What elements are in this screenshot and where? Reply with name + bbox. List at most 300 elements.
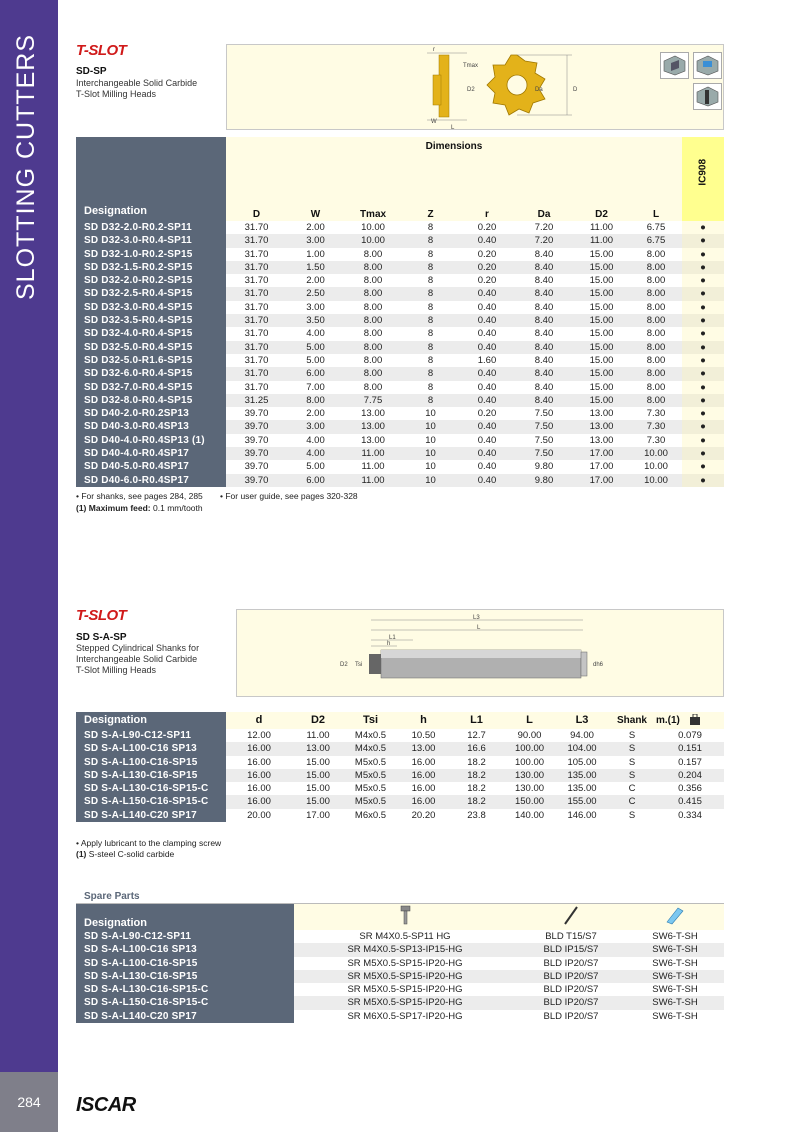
value-cell: 18.2: [450, 769, 503, 782]
value-cell: 1.60: [459, 354, 515, 367]
table-row: [76, 795, 724, 808]
value-cell: 0.40: [459, 460, 515, 473]
value-cell: SW6-T-SH: [626, 943, 724, 956]
value-cell: 17.00: [573, 460, 630, 473]
value-cell: 0.40: [459, 447, 515, 460]
designation-cell: SD D32-3.5-R0.4-SP15: [76, 314, 226, 327]
value-cell: 6.00: [287, 367, 344, 380]
value-cell: 10: [402, 447, 459, 460]
section-title: SLOTTING CUTTERS: [12, 33, 40, 300]
table-row: [76, 354, 724, 367]
brand-logo: ISCAR: [76, 1094, 136, 1116]
value-cell: 31.70: [226, 221, 287, 234]
value-cell: 16.00: [226, 795, 292, 808]
value-cell: BLD IP20/S7: [516, 983, 626, 996]
value-cell: 8.40: [515, 341, 573, 354]
value-cell: 15.00: [292, 795, 344, 808]
designation-cell: SD S-A-L130-C16-SP15: [76, 769, 226, 782]
value-cell: 31.25: [226, 394, 287, 407]
tslot-logo: T-SLOT: [76, 42, 127, 59]
value-cell: 3.00: [287, 234, 344, 247]
value-cell: 15.00: [292, 782, 344, 795]
value-cell: SR M5X0.5-SP15-IP20-HG: [294, 957, 516, 970]
designation-cell: SD D32-5.0-R1.6-SP15: [76, 354, 226, 367]
grade-availability-cell: ●: [682, 314, 724, 327]
designation-cell: SD D40-3.0-R0.4SP13: [76, 420, 226, 433]
designation-cell: SD S-A-L140-C20 SP17: [76, 1010, 294, 1023]
value-cell: 10.50: [397, 729, 450, 742]
application-icon-slot: [660, 52, 689, 79]
designation-cell: SD S-A-L90-C12-SP11: [76, 930, 294, 943]
value-cell: 31.70: [226, 301, 287, 314]
value-cell: 0.415: [656, 795, 724, 808]
value-cell: M4x0.5: [344, 729, 397, 742]
value-cell: 10: [402, 474, 459, 487]
table-row: [76, 274, 724, 287]
value-cell: 16.00: [397, 769, 450, 782]
value-cell: 39.70: [226, 447, 287, 460]
value-cell: 7.30: [630, 407, 682, 420]
col-d: d: [226, 712, 292, 729]
value-cell: 15.00: [573, 327, 630, 340]
screwdriver-blade-icon: [562, 905, 580, 925]
value-cell: 8.40: [515, 394, 573, 407]
label-da: Da: [535, 87, 543, 93]
value-cell: SR M5X0.5-SP15-IP20-HG: [294, 970, 516, 983]
value-cell: 1.00: [287, 248, 344, 261]
value-cell: 135.00: [556, 782, 608, 795]
label-d: dh6: [593, 662, 604, 668]
value-cell: 8.00: [344, 274, 402, 287]
value-cell: 0.40: [459, 394, 515, 407]
value-cell: 39.70: [226, 420, 287, 433]
value-cell: 11.00: [573, 221, 630, 234]
dimensions-group-header: Dimensions: [226, 137, 682, 157]
col-designation: Designation: [76, 712, 226, 729]
tslot-logo: T-SLOT: [76, 607, 127, 624]
table-row: [76, 943, 724, 956]
value-cell: 5.00: [287, 460, 344, 473]
value-cell: 15.00: [573, 394, 630, 407]
value-cell: 15.00: [573, 261, 630, 274]
label-d2: D2: [467, 87, 475, 93]
value-cell: 10.00: [630, 447, 682, 460]
value-cell: 16.00: [397, 795, 450, 808]
product-description: [76, 643, 199, 676]
value-cell: 16.00: [226, 782, 292, 795]
col-d2: D2: [573, 157, 630, 221]
designation-cell: SD S-A-L100-C16 SP13: [76, 742, 226, 755]
footnote-mark: (1): [76, 503, 87, 513]
value-cell: 5.00: [287, 341, 344, 354]
value-cell: 8.00: [630, 381, 682, 394]
value-cell: 8.40: [515, 248, 573, 261]
note-user-guide: • For user guide, see pages 320-328: [220, 491, 358, 501]
col-shank: Shank: [608, 712, 656, 729]
value-cell: 31.70: [226, 234, 287, 247]
grade-availability-cell: ●: [682, 354, 724, 367]
tslot-milling-icon: [694, 53, 721, 78]
grade-availability-cell: ●: [682, 301, 724, 314]
value-cell: 4.00: [287, 434, 344, 447]
description-line: Stepped Cylindrical Shanks for: [76, 643, 200, 653]
designation-cell: SD D32-2.5-R0.4-SP15: [76, 287, 226, 300]
page-number: 284: [0, 1072, 58, 1132]
table-row: [76, 996, 724, 1009]
value-cell: M4x0.5: [344, 742, 397, 755]
value-cell: SR M6X0.5-SP17-IP20-HG: [294, 1010, 516, 1023]
value-cell: M5x0.5: [344, 782, 397, 795]
shank-diagram: [237, 610, 723, 696]
value-cell: 15.00: [573, 274, 630, 287]
value-cell: 8.00: [630, 248, 682, 261]
value-cell: 7.50: [515, 434, 573, 447]
value-cell: 8.00: [630, 314, 682, 327]
value-cell: 16.00: [226, 742, 292, 755]
value-cell: 7.30: [630, 434, 682, 447]
application-icon-tslot: [693, 52, 722, 79]
col-designation: Designation: [76, 137, 226, 221]
value-cell: 15.00: [573, 301, 630, 314]
table-row: [76, 957, 724, 970]
value-cell: SR M4X0.5-SP11 HG: [294, 930, 516, 943]
value-cell: 8: [402, 367, 459, 380]
value-cell: 8.00: [630, 367, 682, 380]
value-cell: 8.00: [344, 261, 402, 274]
note-shanks: • For shanks, see pages 284, 285: [76, 491, 203, 501]
value-cell: 8.00: [344, 354, 402, 367]
value-cell: S: [608, 742, 656, 755]
value-cell: 11.00: [573, 234, 630, 247]
spare-parts-table-body: [76, 930, 724, 1023]
value-cell: 8.00: [630, 394, 682, 407]
value-cell: 5.00: [287, 354, 344, 367]
value-cell: 8: [402, 221, 459, 234]
designation-cell: SD D32-8.0-R0.4-SP15: [76, 394, 226, 407]
value-cell: 20.20: [397, 809, 450, 822]
designation-cell: SD S-A-L150-C16-SP15-C: [76, 996, 294, 1009]
cutter-drawing: [226, 44, 724, 130]
value-cell: 7.50: [515, 447, 573, 460]
spare-parts-table: [76, 904, 724, 1023]
value-cell: 8: [402, 354, 459, 367]
value-cell: 150.00: [503, 795, 556, 808]
value-cell: 105.00: [556, 756, 608, 769]
value-cell: 8: [402, 234, 459, 247]
grade-label: IC908: [697, 159, 709, 186]
value-cell: 7.00: [287, 381, 344, 394]
value-cell: 0.40: [459, 314, 515, 327]
footnote-value: 0.1 mm/tooth: [153, 503, 203, 513]
value-cell: 11.00: [292, 729, 344, 742]
value-cell: 10.00: [630, 460, 682, 473]
dimensions-table-body: [76, 221, 724, 487]
grade-availability-cell: ●: [682, 234, 724, 247]
designation-cell: SD S-A-L100-C16-SP15: [76, 756, 226, 769]
value-cell: 0.079: [656, 729, 724, 742]
col-z: Z: [402, 157, 459, 221]
table-row: [76, 261, 724, 274]
value-cell: 0.20: [459, 221, 515, 234]
value-cell: 8.40: [515, 287, 573, 300]
value-cell: BLD T15/S7: [516, 930, 626, 943]
label-l1: L1: [389, 635, 396, 641]
value-cell: 15.00: [292, 769, 344, 782]
value-cell: 0.20: [459, 274, 515, 287]
grade-availability-cell: ●: [682, 474, 724, 487]
value-cell: 140.00: [503, 809, 556, 822]
value-cell: 13.00: [292, 742, 344, 755]
dimensions-table: [76, 137, 724, 487]
value-cell: 0.40: [459, 287, 515, 300]
value-cell: 15.00: [573, 287, 630, 300]
table-row: [76, 221, 724, 234]
col-tmax: Tmax: [344, 157, 402, 221]
value-cell: SW6-T-SH: [626, 957, 724, 970]
label-d: D: [573, 87, 578, 93]
footnote-text: S-steel C-solid carbide: [88, 849, 175, 859]
value-cell: 0.40: [459, 434, 515, 447]
col-tsi: Tsi: [344, 712, 397, 729]
designation-cell: SD S-A-L130-C16-SP15: [76, 970, 294, 983]
value-cell: 31.70: [226, 287, 287, 300]
value-cell: 100.00: [503, 756, 556, 769]
table-row: [76, 756, 724, 769]
value-cell: S: [608, 756, 656, 769]
value-cell: 8: [402, 248, 459, 261]
value-cell: 8.00: [630, 354, 682, 367]
designation-cell: SD S-A-L100-C16-SP15: [76, 957, 294, 970]
value-cell: 10: [402, 434, 459, 447]
value-cell: 15.00: [573, 341, 630, 354]
value-cell: 155.00: [556, 795, 608, 808]
label-h: h: [387, 641, 391, 647]
label-tsi: Tsi: [355, 662, 363, 668]
value-cell: 13.00: [344, 420, 402, 433]
sidebar: [0, 0, 58, 1132]
value-cell: 0.40: [459, 301, 515, 314]
value-cell: 6.75: [630, 234, 682, 247]
value-cell: 0.40: [459, 474, 515, 487]
value-cell: 94.00: [556, 729, 608, 742]
value-cell: SW6-T-SH: [626, 930, 724, 943]
value-cell: 0.40: [459, 381, 515, 394]
value-cell: 15.00: [573, 314, 630, 327]
value-cell: 8.00: [630, 341, 682, 354]
grade-availability-cell: ●: [682, 287, 724, 300]
designation-cell: SD D40-4.0-R0.4SP13 (1): [76, 434, 226, 447]
designation-cell: SD D32-1.5-R0.2-SP15: [76, 261, 226, 274]
value-cell: 3.00: [287, 420, 344, 433]
value-cell: 31.70: [226, 314, 287, 327]
value-cell: 15.00: [573, 354, 630, 367]
value-cell: 10.00: [630, 474, 682, 487]
col-d2: D2: [292, 712, 344, 729]
designation-cell: SD D32-7.0-R0.4-SP15: [76, 381, 226, 394]
value-cell: 4.00: [287, 447, 344, 460]
description-line: T-Slot Milling Heads: [76, 665, 157, 675]
col-l3: L3: [556, 712, 608, 729]
value-cell: 8: [402, 287, 459, 300]
table-row: [76, 394, 724, 407]
value-cell: 8: [402, 394, 459, 407]
table-row: [76, 287, 724, 300]
designation-cell: SD D40-2.0-R0.2SP13: [76, 407, 226, 420]
value-cell: 12.00: [226, 729, 292, 742]
value-cell: 1.50: [287, 261, 344, 274]
grade-availability-cell: ●: [682, 367, 724, 380]
col-d: D: [226, 157, 287, 221]
value-cell: S: [608, 769, 656, 782]
value-cell: 90.00: [503, 729, 556, 742]
value-cell: 8.00: [287, 394, 344, 407]
value-cell: 17.00: [573, 474, 630, 487]
value-cell: 2.00: [287, 407, 344, 420]
value-cell: 20.00: [226, 809, 292, 822]
value-cell: C: [608, 795, 656, 808]
value-cell: 18.2: [450, 782, 503, 795]
value-cell: 31.70: [226, 367, 287, 380]
table-row: [76, 1010, 724, 1023]
grade-availability-cell: ●: [682, 248, 724, 261]
table-row: [76, 970, 724, 983]
designation-cell: SD S-A-L140-C20 SP17: [76, 809, 226, 822]
col-handle: [626, 904, 724, 930]
table-row: [76, 460, 724, 473]
grade-availability-cell: ●: [682, 460, 724, 473]
value-cell: BLD IP20/S7: [516, 970, 626, 983]
value-cell: 6.75: [630, 221, 682, 234]
screw-icon: [396, 905, 414, 925]
weight-icon: [689, 714, 701, 726]
designation-cell: SD D32-3.0-R0.4-SP15: [76, 301, 226, 314]
value-cell: 10: [402, 420, 459, 433]
value-cell: 7.75: [344, 394, 402, 407]
table-row: [76, 381, 724, 394]
value-cell: 8.40: [515, 354, 573, 367]
value-cell: 0.40: [459, 234, 515, 247]
value-cell: 10: [402, 407, 459, 420]
value-cell: 8: [402, 341, 459, 354]
grade-availability-cell: ●: [682, 420, 724, 433]
value-cell: 11.00: [344, 447, 402, 460]
value-cell: 8.00: [630, 274, 682, 287]
label-l: L: [451, 125, 455, 129]
value-cell: 15.00: [573, 367, 630, 380]
table-row: [76, 983, 724, 996]
value-cell: 8.40: [515, 301, 573, 314]
designation-cell: SD D32-1.0-R0.2-SP15: [76, 248, 226, 261]
value-cell: 13.00: [344, 407, 402, 420]
value-cell: 31.70: [226, 274, 287, 287]
designation-cell: SD D32-2.0-R0.2-SP15: [76, 274, 226, 287]
designation-cell: SD D32-3.0-R0.4-SP11: [76, 234, 226, 247]
value-cell: 9.80: [515, 474, 573, 487]
value-cell: 31.70: [226, 381, 287, 394]
value-cell: 8.00: [630, 327, 682, 340]
value-cell: 8.00: [344, 301, 402, 314]
value-cell: 0.20: [459, 261, 515, 274]
table-row: [76, 447, 724, 460]
grade-availability-cell: ●: [682, 261, 724, 274]
table-row: [76, 314, 724, 327]
value-cell: BLD IP20/S7: [516, 1010, 626, 1023]
value-cell: 3.50: [287, 314, 344, 327]
value-cell: 13.00: [573, 420, 630, 433]
col-l1: L1: [450, 712, 503, 729]
value-cell: 7.20: [515, 234, 573, 247]
spare-parts-title: Spare Parts: [84, 891, 140, 902]
col-da: Da: [515, 157, 573, 221]
value-cell: 16.00: [226, 756, 292, 769]
value-cell: 8.40: [515, 261, 573, 274]
value-cell: 8.00: [630, 261, 682, 274]
col-mass: [656, 712, 724, 729]
value-cell: 8.00: [344, 341, 402, 354]
value-cell: 0.157: [656, 756, 724, 769]
col-r: r: [459, 157, 515, 221]
description-line: T-Slot Milling Heads: [76, 89, 157, 99]
value-cell: SR M5X0.5-SP15-IP20-HG: [294, 983, 516, 996]
table-row: [76, 769, 724, 782]
designation-cell: SD S-A-L100-C16 SP13: [76, 943, 294, 956]
grade-availability-cell: ●: [682, 274, 724, 287]
grade-availability-cell: ●: [682, 394, 724, 407]
value-cell: 0.204: [656, 769, 724, 782]
value-cell: 13.00: [344, 434, 402, 447]
value-cell: 31.70: [226, 261, 287, 274]
value-cell: 2.00: [287, 221, 344, 234]
value-cell: 8: [402, 261, 459, 274]
value-cell: 16.00: [397, 756, 450, 769]
label-w: W: [431, 119, 437, 125]
grade-availability-cell: ●: [682, 447, 724, 460]
note-lubricant: • Apply lubricant to the clamping screw: [76, 838, 222, 848]
col-h: h: [397, 712, 450, 729]
footnote-material: [76, 849, 174, 859]
footnote-max-feed: [76, 503, 203, 513]
designation-cell: SD D32-4.0-R0.4-SP15: [76, 327, 226, 340]
grade-availability-cell: ●: [682, 381, 724, 394]
value-cell: 10: [402, 460, 459, 473]
col-w: W: [287, 157, 344, 221]
value-cell: 8.00: [630, 287, 682, 300]
value-cell: 8.40: [515, 367, 573, 380]
value-cell: 0.151: [656, 742, 724, 755]
value-cell: 104.00: [556, 742, 608, 755]
value-cell: 39.70: [226, 434, 287, 447]
designation-cell: SD D32-2.0-R0.2-SP11: [76, 221, 226, 234]
value-cell: SW6-T-SH: [626, 970, 724, 983]
grade-availability-cell: ●: [682, 221, 724, 234]
table-row: [76, 782, 724, 795]
value-cell: 0.40: [459, 327, 515, 340]
value-cell: SW6-T-SH: [626, 1010, 724, 1023]
value-cell: 39.70: [226, 407, 287, 420]
footnote-mark: (1): [76, 849, 87, 859]
product-description: [76, 78, 197, 100]
value-cell: 7.20: [515, 221, 573, 234]
shank-table: [76, 712, 724, 822]
label-d2: D2: [340, 662, 348, 668]
designation-cell: SD S-A-L130-C16-SP15-C: [76, 782, 226, 795]
value-cell: 0.40: [459, 420, 515, 433]
value-cell: 100.00: [503, 742, 556, 755]
value-cell: 4.00: [287, 327, 344, 340]
value-cell: S: [608, 729, 656, 742]
table-row: [76, 248, 724, 261]
designation-cell: SD D40-4.0-R0.4SP17: [76, 447, 226, 460]
